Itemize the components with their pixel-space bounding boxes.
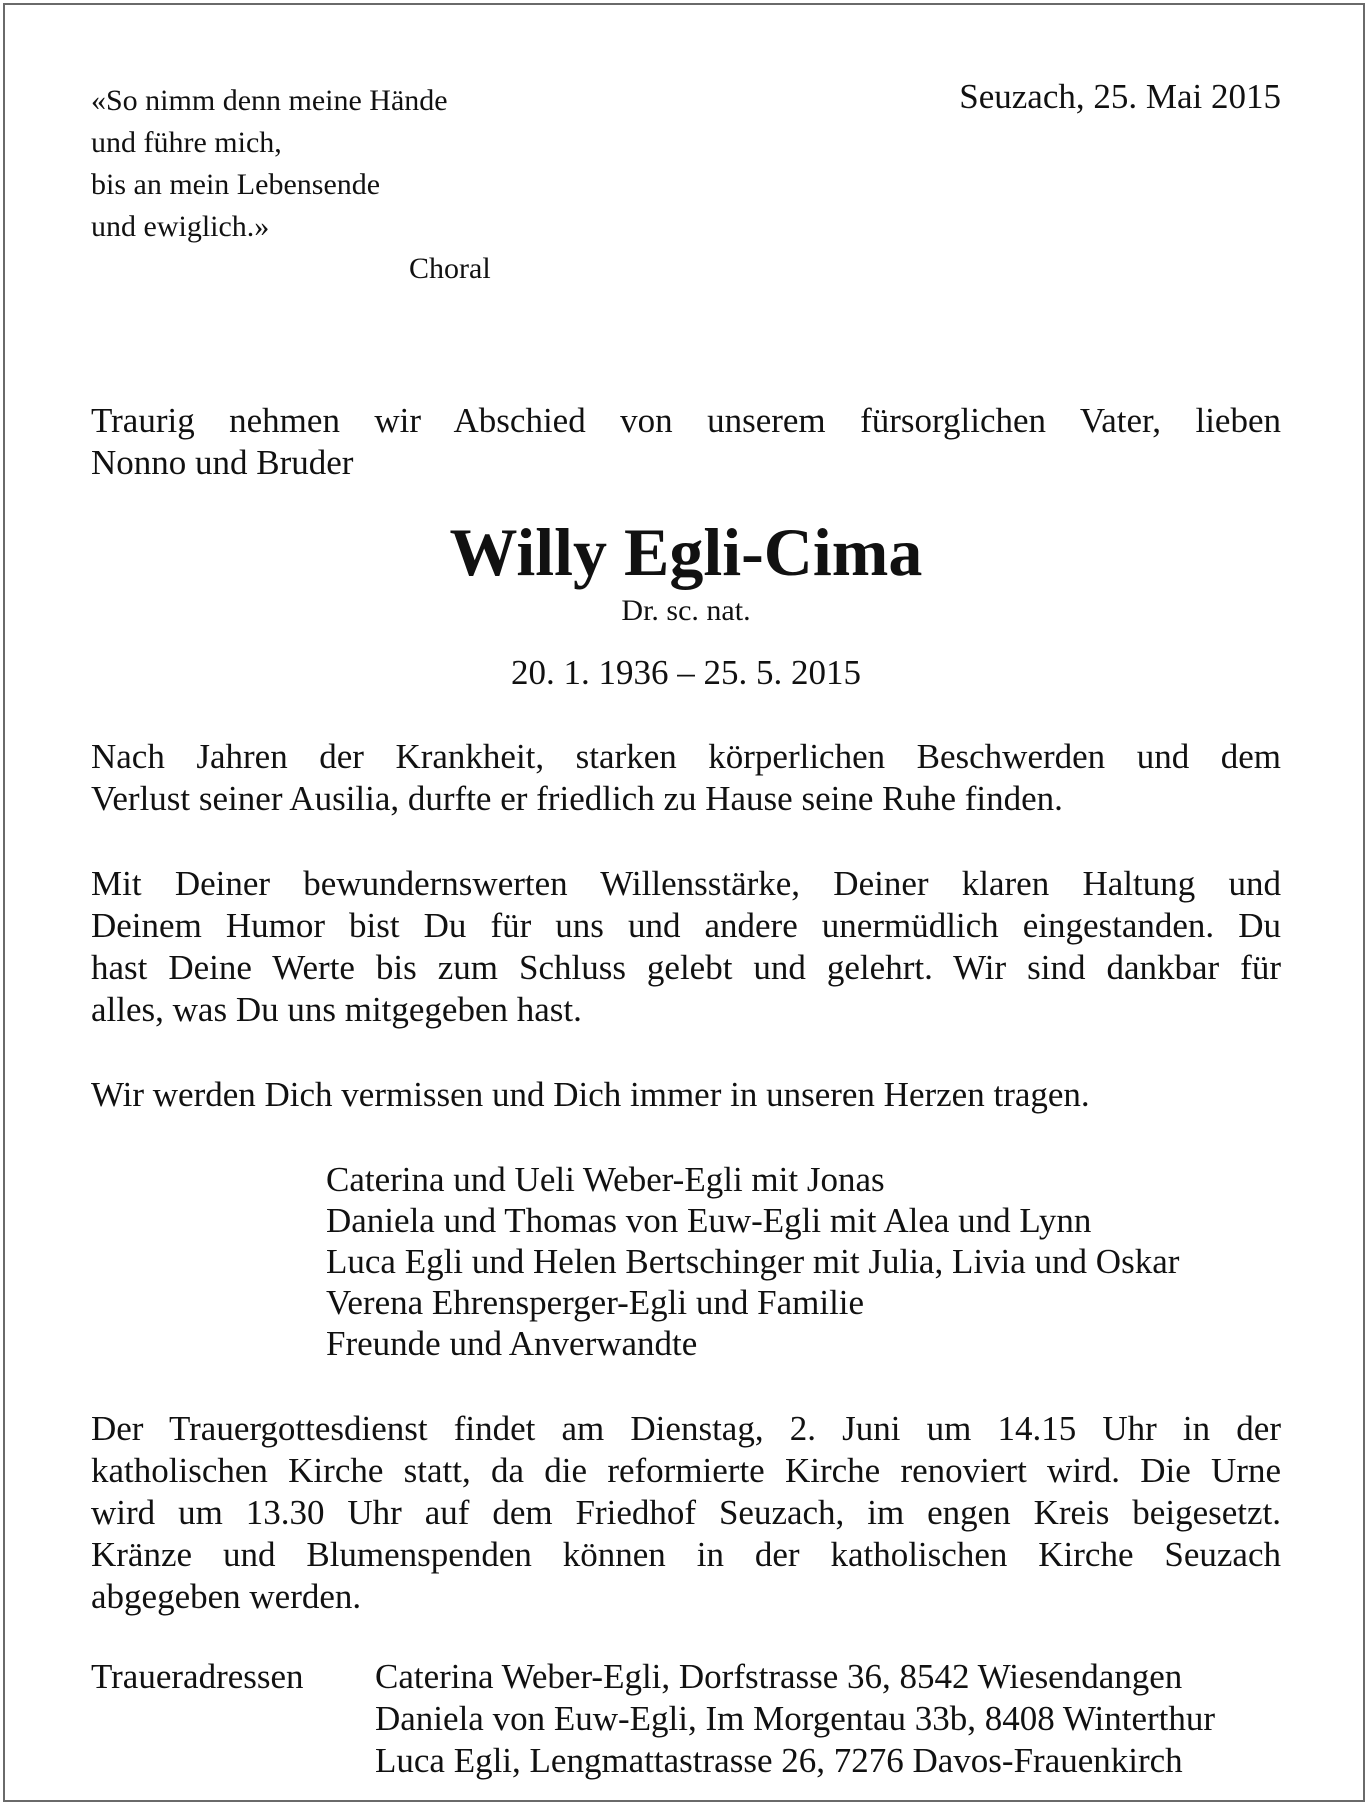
family-member: Freunde und Anverwandte: [326, 1324, 698, 1363]
motto-line: und ewiglich.»: [91, 210, 270, 243]
obituary-notice: [91, 76, 1281, 1782]
paragraph-line: Mit Deiner bewundernswerten Willensstärke, Deiner klaren Haltung und: [91, 864, 1281, 903]
place-date: Seuzach, 25. Mai 2015: [959, 77, 1281, 116]
deceased-lifespan: 20. 1. 1936 – 25. 5. 2015: [511, 653, 861, 692]
service-line: Kränze und Blumenspenden können in der katholischen Kirche Seuzach: [91, 1535, 1281, 1574]
paragraph-illness: [91, 736, 1281, 820]
intro-text: [91, 400, 1281, 484]
deceased-title: Dr. sc. nat.: [621, 594, 751, 627]
intro-line: Traurig nehmen wir Abschied von unserem fürsorglichen Vater, lieben: [91, 401, 1281, 440]
motto-line: bis an mein Lebensende: [91, 168, 381, 201]
address-item: Daniela von Euw-Egli, Im Morgentau 33b, 8408 Winterthur: [375, 1699, 1216, 1738]
service-line: Der Trauergottesdienst findet am Dienstag, 2. Juni um 14.15 Uhr in der: [91, 1409, 1281, 1448]
paragraph-line: Nach Jahren der Krankheit, starken körperlichen Beschwerden und dem: [91, 737, 1281, 776]
paragraph-line: Verlust seiner Ausilia, durfte er friedlich zu Hause seine Ruhe finden.: [91, 779, 1063, 818]
service-line: abgegeben werden.: [91, 1577, 362, 1616]
family-member: Daniela und Thomas von Euw-Egli mit Alea und Lynn: [326, 1201, 1092, 1240]
family-member: Verena Ehrensperger-Egli und Familie: [326, 1283, 865, 1322]
family-member: Luca Egli und Helen Bertschinger mit Julia, Livia und Oskar: [326, 1242, 1180, 1281]
motto-line: «So nimm denn meine Hände: [91, 84, 448, 117]
paragraph-tribute: [91, 863, 1281, 1031]
service-line: wird um 13.30 Uhr auf dem Friedhof Seuzach, im engen Kreis beigesetzt.: [91, 1493, 1281, 1532]
intro-line: Nonno und Bruder: [91, 443, 354, 482]
paragraph-line: hast Deine Werte bis zum Schluss gelebt und gelehrt. Wir sind dankbar für: [91, 948, 1281, 987]
paragraph-line: alles, was Du uns mitgegeben hast.: [91, 990, 582, 1029]
motto-quote: [91, 80, 491, 290]
service-line: katholischen Kirche statt, da die reformierte Kirche renoviert wird. Die Urne: [91, 1451, 1281, 1490]
address-item: Caterina Weber-Egli, Dorfstrasse 36, 8542 Wiesendangen: [375, 1657, 1183, 1696]
mourning-addresses: [91, 1656, 1281, 1782]
header-row: [91, 76, 1281, 296]
address-list: [375, 1656, 1281, 1782]
paragraph-line: Deinem Humor bist Du für uns und andere unermüdlich eingestanden. Du: [91, 906, 1281, 945]
addresses-label: Traueradressen: [91, 1657, 304, 1696]
motto-source: Choral: [409, 252, 491, 285]
deceased-name: Willy Egli-Cima: [449, 514, 923, 590]
motto-line: und führe mich,: [91, 126, 282, 159]
family-member: Caterina und Ueli Weber-Egli mit Jonas: [326, 1160, 885, 1199]
paragraph-farewell: Wir werden Dich vermissen und Dich immer in unseren Herzen tragen.: [91, 1075, 1090, 1114]
family-list: [91, 1159, 1281, 1364]
address-item: Luca Egli, Lengmattastrasse 26, 7276 Davos-Frauenkirch: [375, 1741, 1183, 1780]
service-info: [91, 1408, 1281, 1618]
